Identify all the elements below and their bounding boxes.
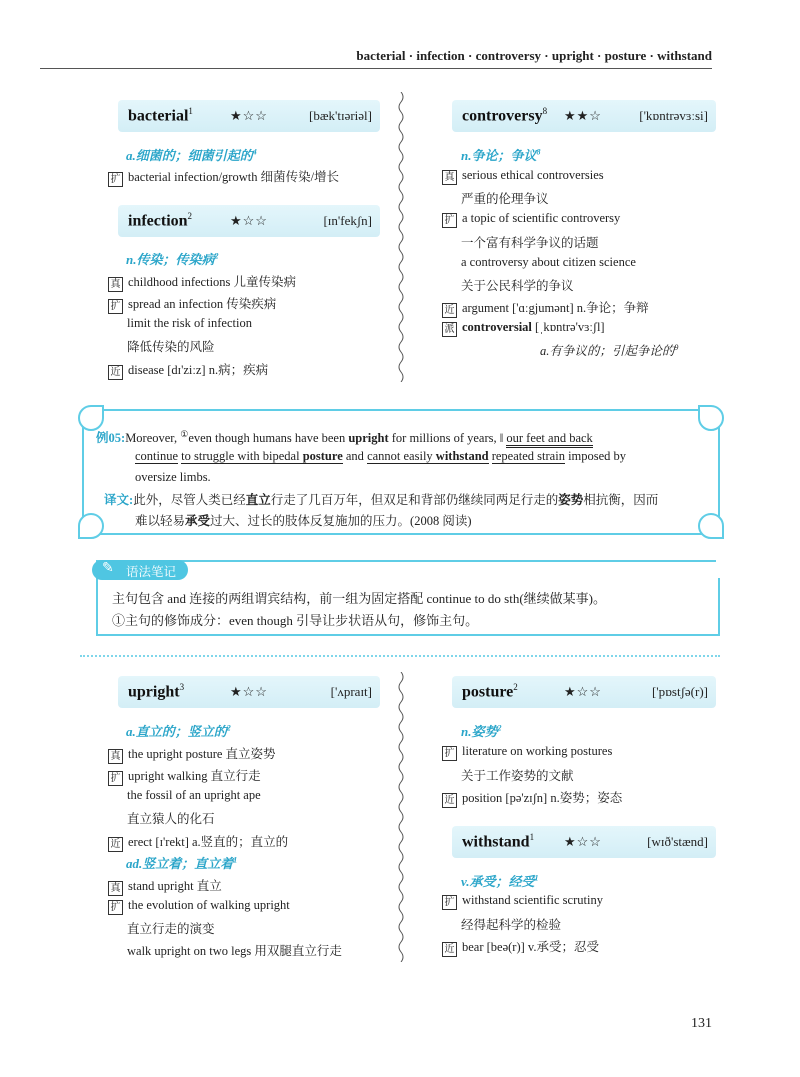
extension-line: 扩 withstand scientific scrutiny (442, 893, 603, 910)
synonym-line: 近 bear [beə(r)] v.承受；忍受 (442, 937, 599, 957)
part-of-speech: n.姿势$^2$ (461, 723, 502, 739)
section-separator (80, 655, 720, 657)
star-rating: ★★☆ (564, 108, 602, 123)
headword: bacterial$^1$ (128, 106, 193, 125)
entry-controversy-header (452, 100, 716, 132)
real-exam-line: 真 stand upright 直立 (108, 876, 222, 896)
entry-posture-header (452, 676, 716, 708)
extension-line: 扩 upright walking 直立行走 (108, 766, 261, 786)
running-header: bacterial · infection · controversy · upright · posture · withstand (40, 48, 712, 69)
grammar-line-1: 主句包含 and 连接的两组谓宾结构，前一组为固定搭配 continue to do sth(继续做某事)。 (112, 591, 606, 606)
quill-icon: ✎ (102, 560, 114, 576)
part-of-speech-2: ad.竖立着；直立着$^1$ (126, 855, 238, 871)
extension-line: 扩 the evolution of walking upright (108, 898, 290, 915)
headword: infection$^2$ (128, 211, 193, 230)
pronunciation: [wɪð'stænd] (647, 834, 708, 849)
extension-line: 扩 a topic of scientific controversy (442, 211, 620, 228)
page-number: 131 (691, 1016, 712, 1031)
real-exam-line: 真 the upright posture 直立姿势 (108, 744, 276, 764)
headword: posture$^2$ (462, 682, 518, 701)
extension-line: a controversy about citizen science (461, 255, 636, 269)
extension-translation: 关于工作姿势的文献 (461, 769, 574, 783)
part-of-speech: a.细菌的；细菌引起的$^4$ (126, 147, 257, 163)
part-of-speech: v.承受；经受$^1$ (461, 873, 539, 889)
pronunciation: [bæk'tɪəriəl] (309, 108, 372, 123)
headword: withstand$^1$ (462, 832, 535, 851)
column-divider-top (396, 92, 406, 382)
example-sentence-line2: continue to struggle with bipedal posture and cannot easily withstand repeated strain imposed by (135, 449, 627, 463)
extension-translation: 直立行走的演变 (127, 922, 215, 936)
pronunciation: [ɪn'fekʃn] (323, 213, 372, 228)
entry-bacterial-header (118, 100, 380, 132)
extension-translation: 关于公民科学的争议 (461, 279, 574, 293)
synonym-line: 近 argument ['ɑːgjumənt] n.争论；争辩 (442, 298, 649, 318)
example-translation: 译文:此外，尽管人类已经直立行走了几百万年，但双足和背部仍继续同两足行走的姿势相抗衡，因而 (104, 493, 659, 507)
corner-ornament-icon (78, 513, 104, 539)
part-of-speech: a.直立的；竖立的$^2$ (126, 723, 231, 739)
star-rating: ★☆☆ (230, 213, 268, 228)
star-rating: ★☆☆ (230, 108, 268, 123)
extension-line: the fossil of an upright ape (127, 788, 261, 802)
extension-translation: 降低传染的风险 (127, 340, 215, 354)
extension-line: limit the risk of infection (127, 316, 252, 330)
example-sentence-line3: oversize limbs. (135, 470, 211, 484)
column-divider-bottom (396, 672, 406, 962)
example-translation-line2: 难以轻易承受过大、过长的肢体反复施加的压力。(2008 阅读) (135, 514, 472, 528)
grammar-label: ✎ 语法笔记 (92, 560, 188, 580)
star-rating: ★☆☆ (230, 684, 268, 699)
extension-line: 扩 bacterial infection/growth 细菌传染/增长 (108, 167, 339, 187)
grammar-bar (96, 560, 716, 580)
real-exam-line: 真 childhood infections 儿童传染病 (108, 272, 296, 292)
extension-translation: 一个富有科学争议的话题 (461, 236, 599, 250)
part-of-speech: n.争论；争议$^8$ (461, 147, 541, 163)
pronunciation: ['kɒntrəvɜːsi] (639, 108, 708, 123)
synonym-line: 近 erect [ɪ'rekt] a.竖直的；直立的 (108, 832, 288, 852)
synonym-line: 近 disease [dɪ'ziːz] n.病；疾病 (108, 360, 268, 380)
example-sentence: 例05:Moreover, ①even though humans have been upright for millions of years, ‖ our feet and back (96, 424, 706, 449)
entry-withstand-header (452, 826, 716, 858)
pronunciation: ['pɒstʃə(r)] (651, 684, 708, 699)
real-exam-line: 真 serious ethical controversies (442, 168, 604, 185)
star-rating: ★☆☆ (564, 834, 602, 849)
pronunciation: ['ʌpraɪt] (330, 684, 372, 699)
extension-translation: 经得起科学的检验 (461, 918, 562, 932)
part-of-speech: n.传染；传染病$^2$ (126, 251, 219, 267)
real-exam-translation: 严重的伦理争议 (461, 192, 549, 206)
corner-ornament-icon (698, 513, 724, 539)
grammar-line-2: ①主句的修饰成分：even though 引导让步状语从句，修饰主句。 (112, 613, 479, 628)
entry-upright-header (118, 676, 380, 708)
extension-line: 扩 literature on working postures (442, 744, 612, 761)
headword: upright$^3$ (128, 682, 185, 701)
star-rating: ★☆☆ (564, 684, 602, 699)
derivative-line: 派 controversial [ˌkɒntrə'vɜːʃl] (442, 320, 605, 337)
extension-line: walk upright on two legs 用双腿直立行走 (127, 944, 342, 958)
synonym-line: 近 position [pə'zɪʃn] n.姿势；姿态 (442, 788, 622, 808)
extension-line: 扩 spread an infection 传染疾病 (108, 294, 276, 314)
entry-infection-header (118, 205, 380, 237)
extension-translation: 直立猿人的化石 (127, 812, 215, 826)
headword: controversy$^8$ (462, 106, 548, 125)
derivative-pos: a.有争议的；引起争论的$^9$ (540, 342, 679, 358)
